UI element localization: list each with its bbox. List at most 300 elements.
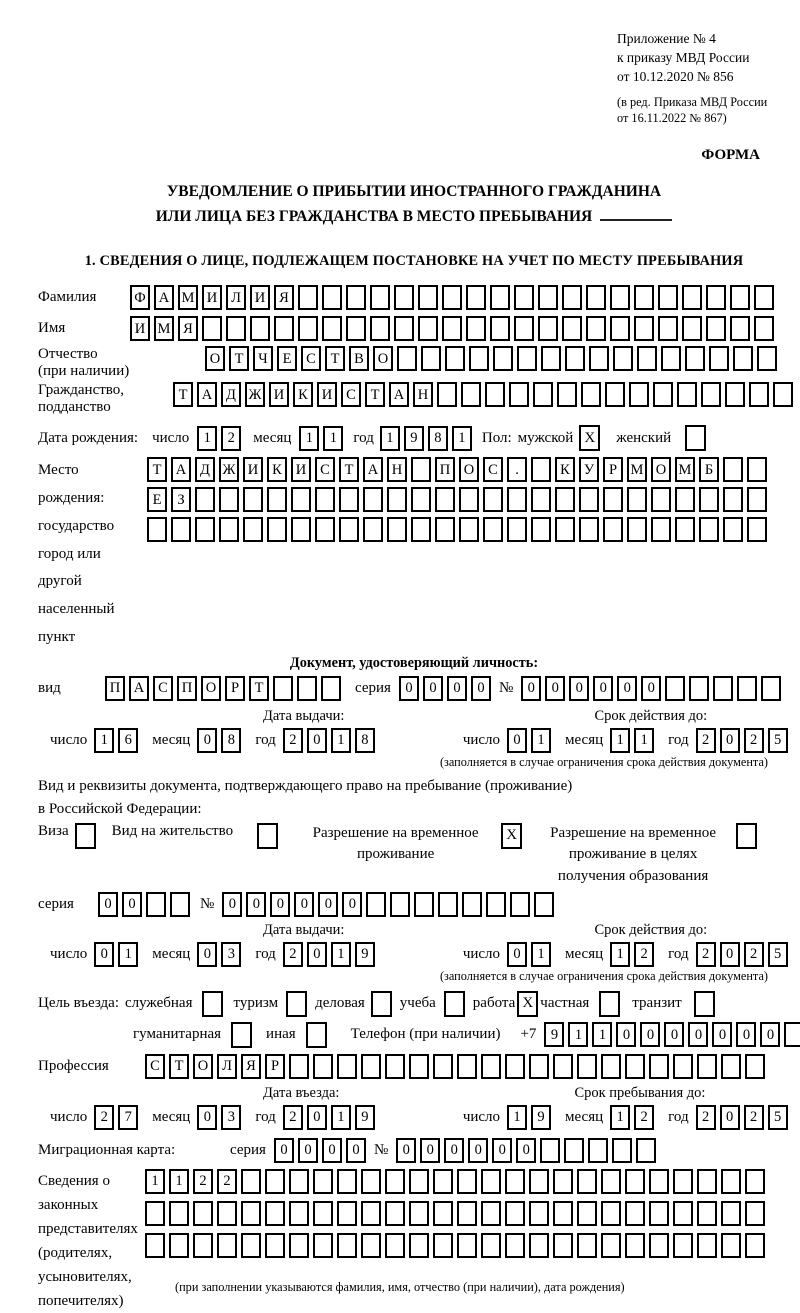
char-cell[interactable]: С xyxy=(301,346,321,371)
char-cell[interactable]: 0 xyxy=(322,1138,342,1163)
char-cell[interactable]: 1 xyxy=(380,426,400,451)
char-cell[interactable] xyxy=(730,285,750,310)
char-cell[interactable]: 0 xyxy=(617,676,637,701)
char-cell[interactable]: 0 xyxy=(640,1022,660,1047)
char-cell[interactable] xyxy=(577,1201,597,1226)
char-cell[interactable] xyxy=(745,1169,765,1194)
purpose-work-checkbox[interactable]: X xyxy=(517,991,538,1017)
char-cell[interactable] xyxy=(339,517,359,542)
char-cell[interactable] xyxy=(747,457,767,482)
char-cell[interactable] xyxy=(241,1233,261,1258)
char-cell[interactable] xyxy=(634,316,654,341)
char-cell[interactable]: 0 xyxy=(298,1138,318,1163)
char-cell[interactable] xyxy=(634,285,654,310)
char-cell[interactable]: 0 xyxy=(447,676,467,701)
char-cell[interactable] xyxy=(723,517,743,542)
char-cell[interactable]: 1 xyxy=(452,426,472,451)
char-cell[interactable] xyxy=(754,316,774,341)
char-cell[interactable]: Т xyxy=(249,676,269,701)
char-cell[interactable]: А xyxy=(129,676,149,701)
char-cell[interactable] xyxy=(485,382,505,407)
char-cell[interactable]: 8 xyxy=(428,426,448,451)
char-cell[interactable] xyxy=(538,316,558,341)
char-cell[interactable] xyxy=(697,1054,717,1079)
char-cell[interactable]: 0 xyxy=(736,1022,756,1047)
char-cell[interactable] xyxy=(601,1054,621,1079)
char-cell[interactable]: 0 xyxy=(246,892,266,917)
char-cell[interactable]: 0 xyxy=(569,676,589,701)
char-cell[interactable] xyxy=(761,676,781,701)
char-cell[interactable]: Я xyxy=(178,316,198,341)
char-cell[interactable]: Р xyxy=(603,457,623,482)
char-cell[interactable]: 2 xyxy=(634,1105,654,1130)
char-cell[interactable] xyxy=(577,1233,597,1258)
char-cell[interactable] xyxy=(517,346,537,371)
char-cell[interactable] xyxy=(625,1201,645,1226)
char-cell[interactable] xyxy=(514,316,534,341)
char-cell[interactable] xyxy=(505,1169,525,1194)
char-cell[interactable] xyxy=(337,1201,357,1226)
char-cell[interactable]: 7 xyxy=(118,1105,138,1130)
char-cell[interactable] xyxy=(265,1233,285,1258)
char-cell[interactable] xyxy=(723,457,743,482)
char-cell[interactable] xyxy=(653,382,673,407)
char-cell[interactable]: 2 xyxy=(696,728,716,753)
char-cell[interactable] xyxy=(298,285,318,310)
char-cell[interactable] xyxy=(565,346,585,371)
char-cell[interactable] xyxy=(555,487,575,512)
char-cell[interactable] xyxy=(457,1233,477,1258)
char-cell[interactable]: 0 xyxy=(318,892,338,917)
char-cell[interactable]: 0 xyxy=(616,1022,636,1047)
char-cell[interactable] xyxy=(510,892,530,917)
char-cell[interactable] xyxy=(289,1233,309,1258)
char-cell[interactable] xyxy=(682,285,702,310)
char-cell[interactable]: 0 xyxy=(507,942,527,967)
char-cell[interactable] xyxy=(610,285,630,310)
char-cell[interactable] xyxy=(651,487,671,512)
char-cell[interactable] xyxy=(745,1054,765,1079)
char-cell[interactable] xyxy=(588,1138,608,1163)
char-cell[interactable]: И xyxy=(269,382,289,407)
char-cell[interactable]: А xyxy=(389,382,409,407)
char-cell[interactable]: О xyxy=(201,676,221,701)
edu-permit-checkbox[interactable] xyxy=(736,823,757,849)
char-cell[interactable]: 0 xyxy=(516,1138,536,1163)
char-cell[interactable]: Т xyxy=(229,346,249,371)
char-cell[interactable]: 0 xyxy=(346,1138,366,1163)
char-cell[interactable] xyxy=(147,517,167,542)
char-cell[interactable]: С xyxy=(483,457,503,482)
char-cell[interactable] xyxy=(553,1233,573,1258)
char-cell[interactable]: Р xyxy=(265,1054,285,1079)
char-cell[interactable] xyxy=(273,676,293,701)
char-cell[interactable]: К xyxy=(555,457,575,482)
char-cell[interactable] xyxy=(337,1233,357,1258)
char-cell[interactable] xyxy=(627,517,647,542)
char-cell[interactable] xyxy=(361,1054,381,1079)
char-cell[interactable] xyxy=(418,316,438,341)
char-cell[interactable] xyxy=(411,517,431,542)
char-cell[interactable]: 0 xyxy=(507,728,527,753)
char-cell[interactable] xyxy=(363,487,383,512)
char-cell[interactable]: 2 xyxy=(221,426,241,451)
char-cell[interactable]: 0 xyxy=(294,892,314,917)
char-cell[interactable]: К xyxy=(293,382,313,407)
char-cell[interactable]: 1 xyxy=(94,728,114,753)
char-cell[interactable] xyxy=(533,382,553,407)
char-cell[interactable] xyxy=(553,1201,573,1226)
char-cell[interactable] xyxy=(649,1233,669,1258)
char-cell[interactable] xyxy=(505,1233,525,1258)
char-cell[interactable] xyxy=(459,487,479,512)
char-cell[interactable]: 0 xyxy=(307,942,327,967)
char-cell[interactable]: 0 xyxy=(342,892,362,917)
char-cell[interactable]: 5 xyxy=(768,942,788,967)
char-cell[interactable] xyxy=(322,316,342,341)
char-cell[interactable] xyxy=(442,285,462,310)
char-cell[interactable] xyxy=(529,1233,549,1258)
char-cell[interactable] xyxy=(289,1201,309,1226)
char-cell[interactable] xyxy=(725,382,745,407)
char-cell[interactable] xyxy=(721,1233,741,1258)
char-cell[interactable] xyxy=(529,1169,549,1194)
char-cell[interactable] xyxy=(169,1233,189,1258)
char-cell[interactable] xyxy=(677,382,697,407)
char-cell[interactable] xyxy=(146,892,166,917)
char-cell[interactable] xyxy=(673,1169,693,1194)
char-cell[interactable] xyxy=(394,316,414,341)
char-cell[interactable] xyxy=(243,517,263,542)
char-cell[interactable] xyxy=(579,517,599,542)
char-cell[interactable] xyxy=(721,1201,741,1226)
char-cell[interactable]: М xyxy=(154,316,174,341)
char-cell[interactable]: Д xyxy=(221,382,241,407)
char-cell[interactable] xyxy=(577,1054,597,1079)
char-cell[interactable]: 2 xyxy=(634,942,654,967)
char-cell[interactable]: И xyxy=(202,285,222,310)
char-cell[interactable] xyxy=(409,1054,429,1079)
char-cell[interactable] xyxy=(481,1201,501,1226)
char-cell[interactable]: А xyxy=(197,382,217,407)
char-cell[interactable] xyxy=(418,285,438,310)
char-cell[interactable]: С xyxy=(153,676,173,701)
char-cell[interactable] xyxy=(435,517,455,542)
char-cell[interactable] xyxy=(509,382,529,407)
char-cell[interactable]: 1 xyxy=(592,1022,612,1047)
char-cell[interactable]: 1 xyxy=(331,728,351,753)
char-cell[interactable] xyxy=(462,892,482,917)
char-cell[interactable]: 0 xyxy=(274,1138,294,1163)
char-cell[interactable]: 2 xyxy=(744,942,764,967)
char-cell[interactable] xyxy=(562,316,582,341)
char-cell[interactable] xyxy=(265,1169,285,1194)
char-cell[interactable] xyxy=(486,892,506,917)
char-cell[interactable] xyxy=(706,316,726,341)
char-cell[interactable]: 1 xyxy=(610,942,630,967)
char-cell[interactable] xyxy=(387,517,407,542)
char-cell[interactable]: 0 xyxy=(468,1138,488,1163)
char-cell[interactable] xyxy=(493,346,513,371)
char-cell[interactable]: У xyxy=(579,457,599,482)
char-cell[interactable] xyxy=(627,487,647,512)
char-cell[interactable] xyxy=(605,382,625,407)
char-cell[interactable] xyxy=(665,676,685,701)
char-cell[interactable]: 0 xyxy=(641,676,661,701)
char-cell[interactable]: 2 xyxy=(193,1169,213,1194)
char-cell[interactable]: Т xyxy=(169,1054,189,1079)
char-cell[interactable] xyxy=(534,892,554,917)
char-cell[interactable]: С xyxy=(315,457,335,482)
char-cell[interactable]: 9 xyxy=(355,942,375,967)
char-cell[interactable] xyxy=(366,892,386,917)
char-cell[interactable] xyxy=(610,316,630,341)
char-cell[interactable] xyxy=(675,517,695,542)
char-cell[interactable]: 2 xyxy=(696,942,716,967)
char-cell[interactable] xyxy=(723,487,743,512)
char-cell[interactable] xyxy=(459,517,479,542)
char-cell[interactable]: 8 xyxy=(221,728,241,753)
char-cell[interactable] xyxy=(697,1201,717,1226)
char-cell[interactable] xyxy=(531,457,551,482)
purpose-transit-checkbox[interactable] xyxy=(694,991,715,1017)
char-cell[interactable] xyxy=(265,1201,285,1226)
char-cell[interactable] xyxy=(193,1201,213,1226)
char-cell[interactable]: 0 xyxy=(664,1022,684,1047)
char-cell[interactable]: 1 xyxy=(169,1169,189,1194)
char-cell[interactable] xyxy=(541,346,561,371)
char-cell[interactable]: 1 xyxy=(331,942,351,967)
char-cell[interactable]: Н xyxy=(387,457,407,482)
char-cell[interactable] xyxy=(589,346,609,371)
char-cell[interactable]: Р xyxy=(225,676,245,701)
char-cell[interactable]: 5 xyxy=(768,728,788,753)
char-cell[interactable] xyxy=(337,1169,357,1194)
char-cell[interactable] xyxy=(313,1201,333,1226)
char-cell[interactable] xyxy=(481,1233,501,1258)
char-cell[interactable] xyxy=(219,517,239,542)
char-cell[interactable]: 0 xyxy=(720,728,740,753)
char-cell[interactable] xyxy=(699,487,719,512)
char-cell[interactable] xyxy=(713,676,733,701)
char-cell[interactable] xyxy=(649,1169,669,1194)
char-cell[interactable]: 5 xyxy=(768,1105,788,1130)
char-cell[interactable]: 3 xyxy=(221,942,241,967)
char-cell[interactable]: Т xyxy=(173,382,193,407)
char-cell[interactable]: 0 xyxy=(521,676,541,701)
char-cell[interactable] xyxy=(564,1138,584,1163)
char-cell[interactable]: Ж xyxy=(245,382,265,407)
char-cell[interactable] xyxy=(490,316,510,341)
char-cell[interactable]: Я xyxy=(274,285,294,310)
char-cell[interactable]: А xyxy=(154,285,174,310)
char-cell[interactable] xyxy=(298,316,318,341)
char-cell[interactable]: А xyxy=(363,457,383,482)
char-cell[interactable]: Л xyxy=(226,285,246,310)
char-cell[interactable] xyxy=(507,517,527,542)
char-cell[interactable]: З xyxy=(171,487,191,512)
visa-checkbox[interactable] xyxy=(75,823,96,849)
char-cell[interactable] xyxy=(625,1054,645,1079)
char-cell[interactable]: К xyxy=(267,457,287,482)
char-cell[interactable]: 0 xyxy=(593,676,613,701)
char-cell[interactable] xyxy=(603,487,623,512)
char-cell[interactable] xyxy=(445,346,465,371)
char-cell[interactable] xyxy=(361,1169,381,1194)
char-cell[interactable] xyxy=(313,1169,333,1194)
char-cell[interactable] xyxy=(661,346,681,371)
char-cell[interactable] xyxy=(438,892,458,917)
char-cell[interactable]: 2 xyxy=(283,728,303,753)
char-cell[interactable]: 0 xyxy=(307,728,327,753)
char-cell[interactable]: 1 xyxy=(507,1105,527,1130)
char-cell[interactable]: 9 xyxy=(355,1105,375,1130)
char-cell[interactable]: Т xyxy=(147,457,167,482)
char-cell[interactable]: Ч xyxy=(253,346,273,371)
char-cell[interactable]: М xyxy=(178,285,198,310)
char-cell[interactable] xyxy=(414,892,434,917)
char-cell[interactable]: Ж xyxy=(219,457,239,482)
char-cell[interactable] xyxy=(733,346,753,371)
char-cell[interactable] xyxy=(421,346,441,371)
char-cell[interactable] xyxy=(385,1201,405,1226)
char-cell[interactable] xyxy=(409,1169,429,1194)
char-cell[interactable]: 1 xyxy=(610,728,630,753)
char-cell[interactable] xyxy=(514,285,534,310)
char-cell[interactable] xyxy=(483,487,503,512)
char-cell[interactable] xyxy=(540,1138,560,1163)
char-cell[interactable] xyxy=(346,316,366,341)
char-cell[interactable]: 0 xyxy=(270,892,290,917)
char-cell[interactable] xyxy=(649,1054,669,1079)
char-cell[interactable] xyxy=(433,1169,453,1194)
char-cell[interactable] xyxy=(629,382,649,407)
char-cell[interactable] xyxy=(481,1169,501,1194)
char-cell[interactable]: Я xyxy=(241,1054,261,1079)
char-cell[interactable]: 0 xyxy=(122,892,142,917)
residence-permit-checkbox[interactable] xyxy=(257,823,278,849)
char-cell[interactable]: И xyxy=(130,316,150,341)
char-cell[interactable] xyxy=(555,517,575,542)
char-cell[interactable] xyxy=(433,1201,453,1226)
char-cell[interactable] xyxy=(461,382,481,407)
char-cell[interactable] xyxy=(579,487,599,512)
char-cell[interactable] xyxy=(363,517,383,542)
char-cell[interactable] xyxy=(442,316,462,341)
char-cell[interactable] xyxy=(313,1233,333,1258)
char-cell[interactable] xyxy=(557,382,577,407)
char-cell[interactable]: 1 xyxy=(634,728,654,753)
char-cell[interactable] xyxy=(469,346,489,371)
char-cell[interactable] xyxy=(243,487,263,512)
char-cell[interactable] xyxy=(385,1169,405,1194)
char-cell[interactable] xyxy=(689,676,709,701)
char-cell[interactable] xyxy=(337,1054,357,1079)
purpose-other-checkbox[interactable] xyxy=(306,1022,327,1048)
char-cell[interactable] xyxy=(737,676,757,701)
char-cell[interactable] xyxy=(505,1054,525,1079)
char-cell[interactable] xyxy=(437,382,457,407)
char-cell[interactable] xyxy=(625,1169,645,1194)
char-cell[interactable] xyxy=(603,517,623,542)
char-cell[interactable]: П xyxy=(435,457,455,482)
char-cell[interactable] xyxy=(745,1233,765,1258)
char-cell[interactable]: О xyxy=(373,346,393,371)
char-cell[interactable] xyxy=(505,1201,525,1226)
char-cell[interactable] xyxy=(169,1201,189,1226)
char-cell[interactable] xyxy=(217,1233,237,1258)
char-cell[interactable] xyxy=(747,487,767,512)
char-cell[interactable] xyxy=(409,1201,429,1226)
char-cell[interactable] xyxy=(481,1054,501,1079)
char-cell[interactable] xyxy=(754,285,774,310)
char-cell[interactable]: Т xyxy=(365,382,385,407)
char-cell[interactable] xyxy=(699,517,719,542)
char-cell[interactable] xyxy=(457,1054,477,1079)
char-cell[interactable]: 8 xyxy=(355,728,375,753)
char-cell[interactable] xyxy=(291,487,311,512)
char-cell[interactable] xyxy=(346,285,366,310)
char-cell[interactable]: 1 xyxy=(531,728,551,753)
char-cell[interactable]: 2 xyxy=(744,728,764,753)
char-cell[interactable]: О xyxy=(651,457,671,482)
char-cell[interactable]: 0 xyxy=(222,892,242,917)
char-cell[interactable]: 0 xyxy=(688,1022,708,1047)
char-cell[interactable] xyxy=(581,382,601,407)
char-cell[interactable]: И xyxy=(243,457,263,482)
char-cell[interactable] xyxy=(387,487,407,512)
char-cell[interactable]: 2 xyxy=(283,1105,303,1130)
char-cell[interactable]: 1 xyxy=(610,1105,630,1130)
char-cell[interactable]: 0 xyxy=(444,1138,464,1163)
char-cell[interactable] xyxy=(315,487,335,512)
char-cell[interactable]: 0 xyxy=(94,942,114,967)
char-cell[interactable]: Ф xyxy=(130,285,150,310)
char-cell[interactable] xyxy=(483,517,503,542)
char-cell[interactable] xyxy=(601,1233,621,1258)
char-cell[interactable]: П xyxy=(105,676,125,701)
char-cell[interactable] xyxy=(658,285,678,310)
char-cell[interactable] xyxy=(490,285,510,310)
char-cell[interactable]: 2 xyxy=(94,1105,114,1130)
char-cell[interactable] xyxy=(195,517,215,542)
char-cell[interactable] xyxy=(390,892,410,917)
char-cell[interactable] xyxy=(291,517,311,542)
char-cell[interactable]: 0 xyxy=(423,676,443,701)
char-cell[interactable]: 0 xyxy=(471,676,491,701)
char-cell[interactable] xyxy=(721,1169,741,1194)
char-cell[interactable] xyxy=(730,316,750,341)
char-cell[interactable] xyxy=(697,1233,717,1258)
char-cell[interactable] xyxy=(709,346,729,371)
char-cell[interactable]: 0 xyxy=(396,1138,416,1163)
char-cell[interactable]: 0 xyxy=(760,1022,780,1047)
char-cell[interactable] xyxy=(538,285,558,310)
char-cell[interactable]: 1 xyxy=(118,942,138,967)
char-cell[interactable] xyxy=(193,1233,213,1258)
char-cell[interactable]: О xyxy=(205,346,225,371)
char-cell[interactable]: П xyxy=(177,676,197,701)
char-cell[interactable] xyxy=(411,487,431,512)
char-cell[interactable] xyxy=(219,487,239,512)
char-cell[interactable] xyxy=(145,1233,165,1258)
char-cell[interactable] xyxy=(553,1054,573,1079)
char-cell[interactable]: 0 xyxy=(399,676,419,701)
char-cell[interactable]: 1 xyxy=(299,426,319,451)
char-cell[interactable]: 0 xyxy=(307,1105,327,1130)
char-cell[interactable] xyxy=(637,346,657,371)
purpose-study-checkbox[interactable] xyxy=(444,991,465,1017)
